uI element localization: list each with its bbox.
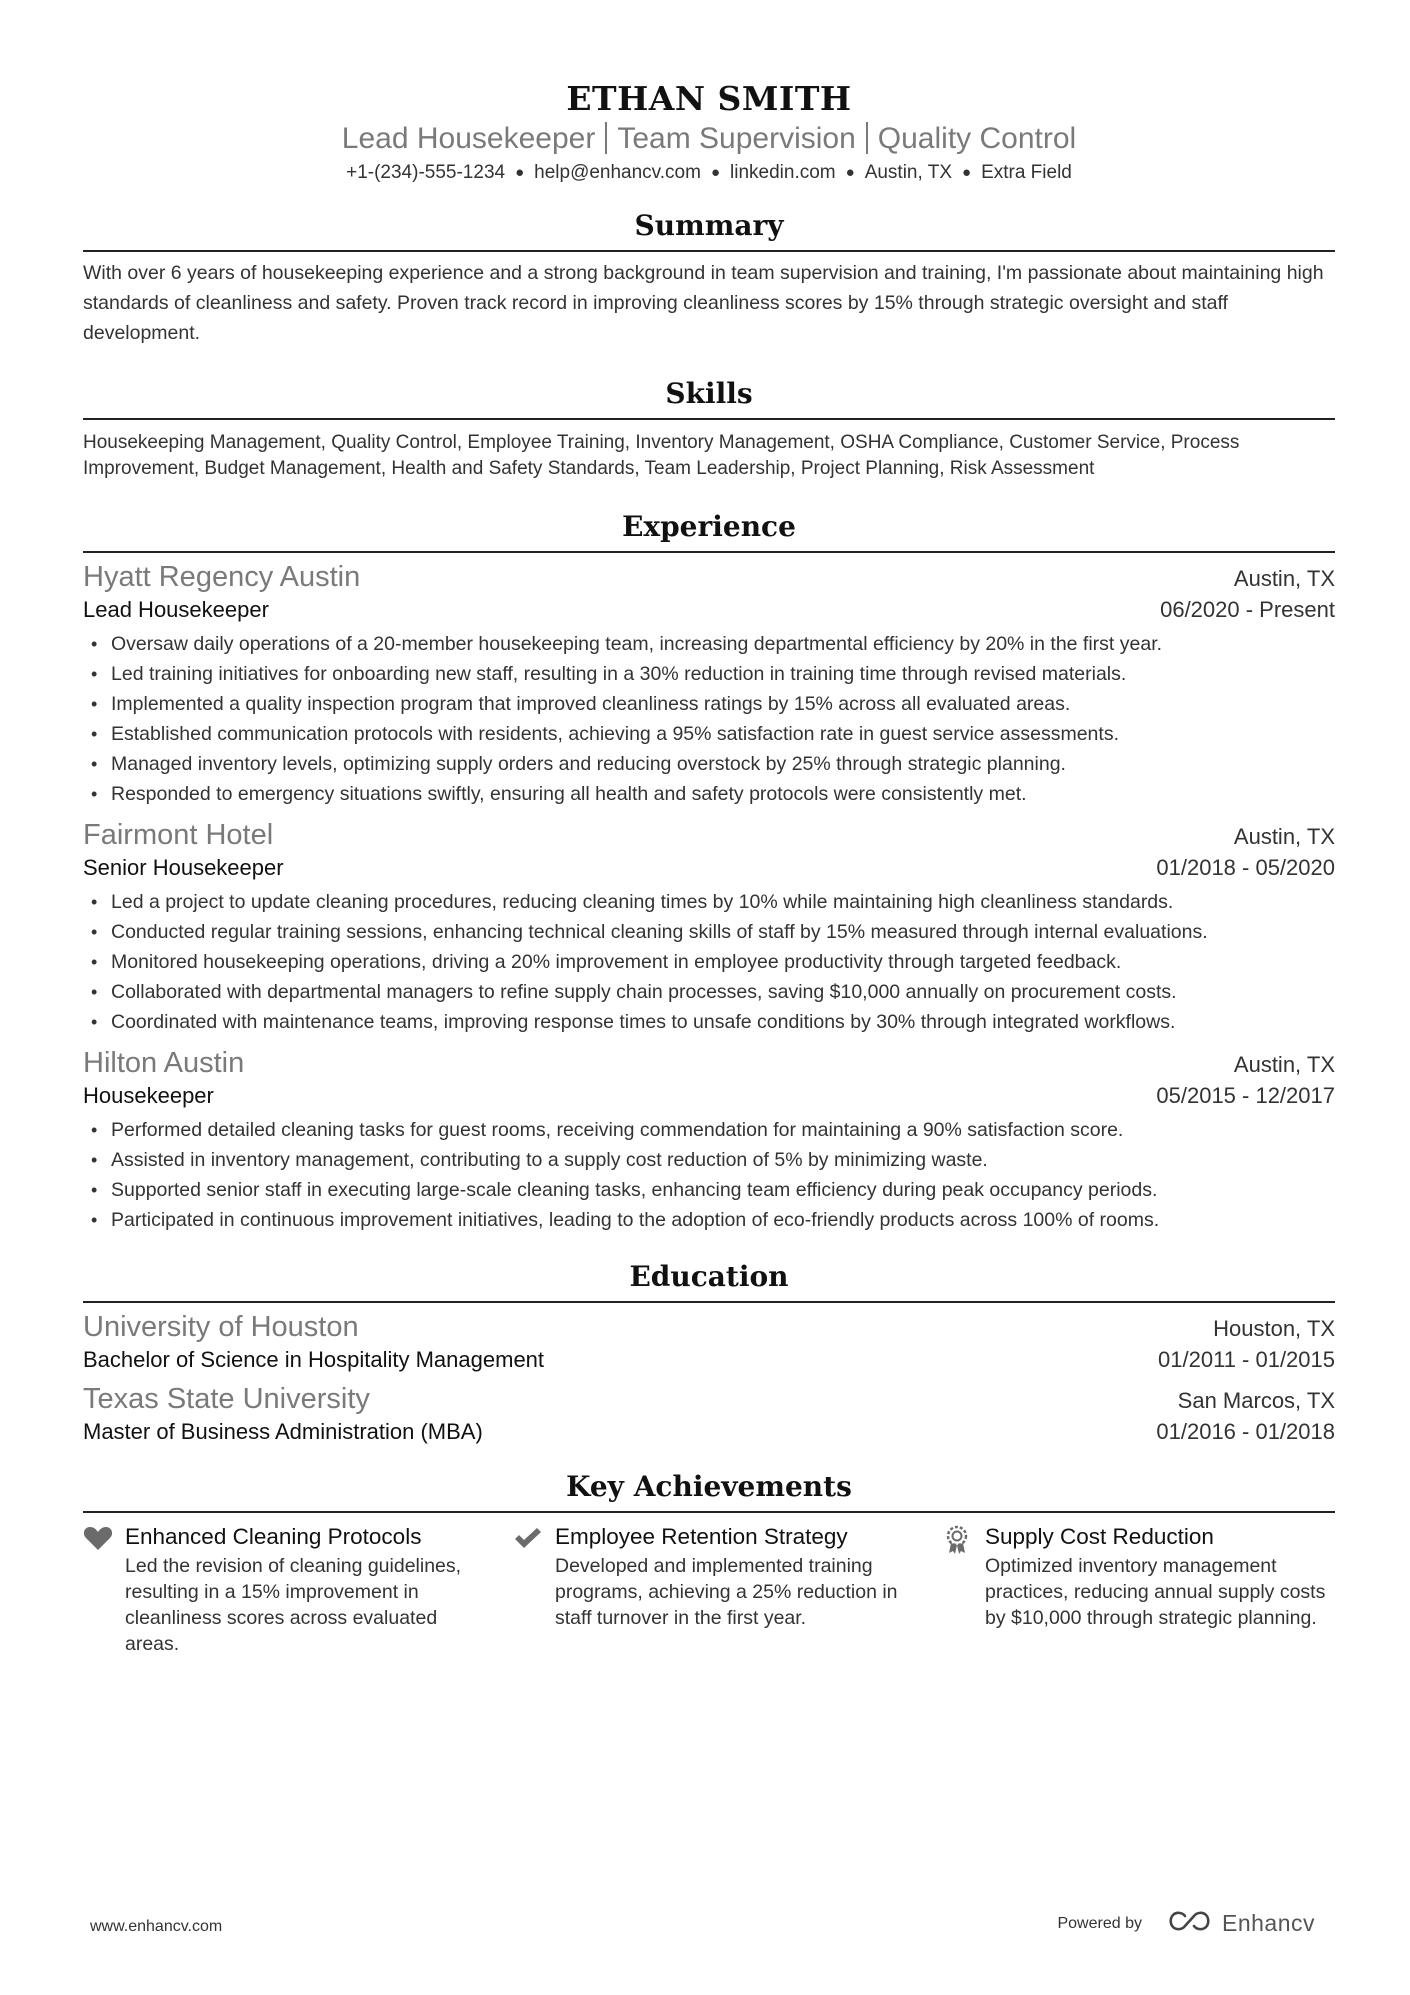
section-divider — [83, 1301, 1335, 1303]
achievement-item — [513, 1521, 905, 1657]
job-location: Austin, TX — [1233, 566, 1335, 591]
job-header-row — [83, 1045, 1335, 1081]
achievement-title: Enhanced Cleaning Protocols — [125, 1524, 422, 1549]
footer-branding — [1057, 1910, 1315, 1937]
section-heading: Skills — [665, 377, 753, 410]
job-role-row — [83, 853, 1335, 883]
headline — [83, 120, 1335, 158]
job-dates: 05/2015 - 12/2017 — [1156, 1083, 1335, 1108]
education-section — [83, 1259, 1335, 1447]
separator-dot: ● — [515, 164, 525, 181]
section-divider — [83, 418, 1335, 420]
separator-dot: ● — [845, 164, 855, 181]
contact-extra-field: Extra Field — [981, 162, 1072, 183]
checkmark-icon — [513, 1521, 555, 1657]
education-entry — [83, 1309, 1335, 1375]
achievement-body — [555, 1521, 905, 1657]
section-heading: Summary — [634, 209, 784, 242]
achievement-item — [943, 1521, 1335, 1657]
summary-text: With over 6 years of housekeeping experience and a strong background in team supervision and training, I'm passionate about maintaining high standards of cleanliness and safety. Proven track record in improving cleanliness scores by 15% through strategic oversight and staff development. — [83, 262, 1324, 344]
job-title: Senior Housekeeper — [83, 855, 284, 880]
education-header-row — [83, 1309, 1335, 1345]
company-name: Hilton Austin — [83, 1047, 245, 1079]
school-name: University of Houston — [83, 1311, 359, 1343]
headline-part: Lead Housekeeper — [341, 122, 596, 155]
skills-section — [83, 376, 1335, 481]
bullet-item: • Led a project to update cleaning procedures, reducing cleaning times by 10% while maintaining high cleanliness standards. — [83, 887, 1335, 917]
company-name: Fairmont Hotel — [83, 819, 274, 851]
job-dates: 01/2018 - 05/2020 — [1156, 855, 1335, 880]
bullet-item: • Coordinated with maintenance teams, improving response times to unsafe conditions by 30% through integrated workflows. — [83, 1007, 1335, 1037]
bullet-item: • Led training initiatives for onboarding new staff, resulting in a 30% reduction in training time through revised materials. — [83, 659, 1335, 689]
bullet-item: • Participated in continuous improvement initiatives, leading to the adoption of eco-friendly products across 100% of rooms. — [83, 1205, 1335, 1235]
section-divider — [83, 551, 1335, 553]
section-divider — [83, 250, 1335, 252]
job-role-row — [83, 1081, 1335, 1111]
degree: Bachelor of Science in Hospitality Management — [83, 1347, 545, 1372]
headline-divider — [866, 122, 868, 154]
education-dates: 01/2011 - 01/2015 — [1158, 1347, 1335, 1372]
job-header-row — [83, 817, 1335, 853]
bullet-item: • Implemented a quality inspection program that improved cleanliness ratings by 15% across all evaluated areas. — [83, 689, 1335, 719]
school-location: Houston, TX — [1213, 1316, 1335, 1341]
contact-location: Austin, TX — [864, 162, 952, 183]
job-location: Austin, TX — [1233, 824, 1335, 849]
job-bullets — [83, 887, 1335, 1037]
separator-dot: ● — [962, 164, 972, 181]
job-bullets — [83, 629, 1335, 809]
company-name: Hyatt Regency Austin — [83, 561, 361, 593]
bullet-item: • Responded to emergency situations swiftly, ensuring all health and safety protocols were consistently met. — [83, 779, 1335, 809]
education-degree-row — [83, 1345, 1335, 1375]
contact-line — [83, 160, 1335, 186]
job-entry — [83, 817, 1335, 1037]
bullet-item: • Conducted regular training sessions, enhancing technical cleaning skills of staff by 15% measured through internal evaluations. — [83, 917, 1335, 947]
school-location: San Marcos, TX — [1177, 1388, 1335, 1413]
job-entry — [83, 1045, 1335, 1235]
achievements-section — [83, 1469, 1335, 1657]
headline-part: Quality Control — [877, 122, 1077, 155]
education-entry — [83, 1381, 1335, 1447]
section-divider — [83, 1511, 1335, 1513]
bullet-item: • Managed inventory levels, optimizing supply orders and reducing overstock by 25% through strategic planning. — [83, 749, 1335, 779]
footer-website-link[interactable]: www.enhancv.com — [90, 1918, 223, 1935]
achievement-description: Led the revision of cleaning guidelines, resulting in a 15% improvement in cleanliness scores across evaluated areas. — [125, 1555, 462, 1655]
enhancv-logo-icon — [1168, 1910, 1214, 1937]
achievement-description: Optimized inventory management practices, reducing annual supply costs by $10,000 through strategic planning. — [985, 1555, 1326, 1629]
headline-divider — [605, 122, 607, 154]
bullet-item: • Monitored housekeeping operations, driving a 20% improvement in employee productivity through targeted feedback. — [83, 947, 1335, 977]
bullet-item: • Oversaw daily operations of a 20-member housekeeping team, increasing departmental efficiency by 20% in the first year. — [83, 629, 1335, 659]
contact-email[interactable]: help@enhancv.com — [534, 162, 701, 183]
skills-text: Housekeeping Management, Quality Control, Employee Training, Inventory Management, OSHA Compliance, Customer Service, Process Improvement, Budget Management, Health and Safety Standards, Team Leadership, Project Planning, Risk Assessment — [83, 432, 1240, 479]
job-entry — [83, 559, 1335, 809]
section-heading: Education — [629, 1260, 789, 1293]
bullet-item: • Supported senior staff in executing large-scale cleaning tasks, enhancing team efficiency during peak occupancy periods. — [83, 1175, 1335, 1205]
education-dates: 01/2016 - 01/2018 — [1156, 1419, 1335, 1444]
bullet-item: • Performed detailed cleaning tasks for guest rooms, receiving commendation for maintaining a 90% satisfaction score. — [83, 1115, 1335, 1145]
section-heading: Experience — [622, 510, 796, 543]
headline-part: Team Supervision — [617, 122, 856, 155]
resume-page — [83, 0, 1335, 1657]
bullet-item: • Collaborated with departmental managers to refine supply chain processes, saving $10,000 annually on procurement costs. — [83, 977, 1335, 1007]
contact-phone[interactable]: +1-(234)-555-1234 — [346, 162, 506, 183]
job-title: Lead Housekeeper — [83, 597, 269, 622]
job-title: Housekeeper — [83, 1083, 214, 1108]
brand-name[interactable]: Enhancv — [1221, 1910, 1315, 1936]
experience-section — [83, 509, 1335, 1235]
job-bullets — [83, 1115, 1335, 1235]
degree: Master of Business Administration (MBA) — [83, 1419, 483, 1444]
achievement-title: Employee Retention Strategy — [555, 1524, 848, 1549]
heart-icon — [83, 1521, 125, 1657]
achievement-description: Developed and implemented training programs, achieving a 25% reduction in staff turnover in the first year. — [555, 1555, 898, 1629]
candidate-name: ETHAN SMITH — [566, 79, 852, 118]
job-location: Austin, TX — [1233, 1052, 1335, 1077]
award-ribbon-icon — [943, 1521, 985, 1657]
achievement-title: Supply Cost Reduction — [985, 1524, 1214, 1549]
summary-section — [83, 208, 1335, 348]
bullet-item: • Established communication protocols with residents, achieving a 95% satisfaction rate in guest service assessments. — [83, 719, 1335, 749]
page-footer — [90, 1910, 1315, 1950]
powered-by-label: Powered by — [1057, 1914, 1142, 1932]
separator-dot: ● — [710, 164, 721, 181]
achievement-body — [125, 1521, 475, 1657]
job-header-row — [83, 559, 1335, 595]
section-heading: Key Achievements — [566, 1470, 852, 1503]
achievements-grid — [83, 1521, 1335, 1657]
school-name: Texas State University — [83, 1383, 370, 1415]
resume-header — [83, 78, 1335, 186]
achievement-body — [985, 1521, 1335, 1657]
bullet-item: • Assisted in inventory management, contributing to a supply cost reduction of 5% by minimizing waste. — [83, 1145, 1335, 1175]
contact-linkedin[interactable]: linkedin.com — [730, 162, 836, 183]
job-dates: 06/2020 - Present — [1160, 597, 1335, 622]
job-role-row — [83, 595, 1335, 625]
achievement-item — [83, 1521, 475, 1657]
education-header-row — [83, 1381, 1335, 1417]
education-degree-row — [83, 1417, 1335, 1447]
